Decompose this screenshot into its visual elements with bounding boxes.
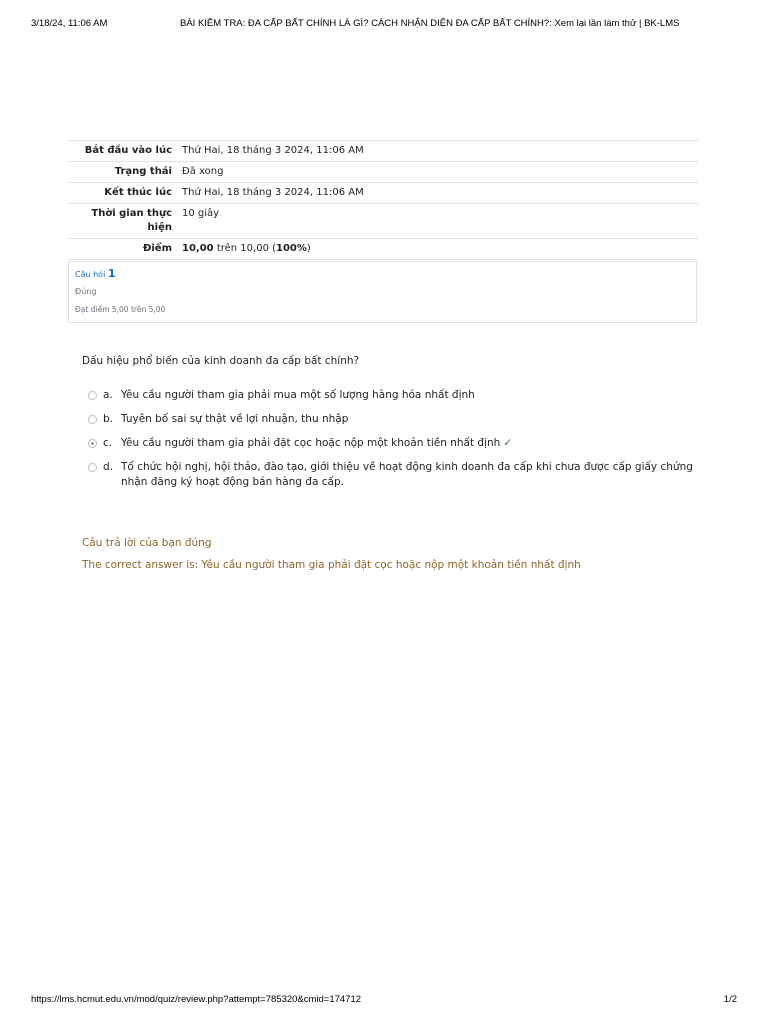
question-text: Dấu hiệu phổ biến của kinh doanh đa cấp bất chính? xyxy=(82,355,360,367)
feedback-right-answer: The correct answer is: Yêu cầu người tham gia phải đặt cọc hoặc nộp một khoản tiền nhất định xyxy=(82,559,581,571)
answer-text: Tổ chức hội nghị, hội thảo, đào tạo, giới thiệu về hoạt động kinh doanh đa cấp khi chưa được cấp giấy chứng nhận đăng ký hoạt động bán hàng đa cấp. xyxy=(121,461,693,488)
summary-value: Đã xong xyxy=(178,162,698,183)
question-grade: Đạt điểm 5,00 trên 5,00 xyxy=(75,305,166,314)
question-info-box xyxy=(68,261,697,323)
answer-text: Yêu cầu người tham gia phải mua một số lượng hàng hóa nhất định xyxy=(121,389,475,401)
answer-letter: d. xyxy=(103,461,114,473)
grade-score: 10,00 xyxy=(182,243,214,254)
feedback-box xyxy=(82,536,581,580)
answer-letter: b. xyxy=(103,413,114,425)
grade-percent: 100% xyxy=(276,243,307,254)
summary-value: Thứ Hai, 18 tháng 3 2024, 11:06 AM xyxy=(178,183,698,204)
print-date: 3/18/24, 11:06 AM xyxy=(31,18,108,29)
summary-grade-value xyxy=(178,239,698,260)
feedback-correct-message: Câu trả lời của bạn đúng xyxy=(82,537,212,549)
print-footer xyxy=(0,994,768,1008)
answer-letter: a. xyxy=(103,389,113,401)
answer-option-b[interactable] xyxy=(88,412,698,427)
summary-label: Trạng thái xyxy=(68,162,178,183)
answer-list xyxy=(88,388,698,499)
summary-row-grade xyxy=(68,239,698,260)
summary-row xyxy=(68,183,698,204)
radio-button-selected[interactable] xyxy=(88,439,97,448)
answer-option-a[interactable] xyxy=(88,388,698,403)
answer-text: Tuyên bố sai sự thật về lợi nhuận, thu nhập xyxy=(121,413,349,425)
question-prefix: Câu hỏi xyxy=(75,270,106,279)
radio-button[interactable] xyxy=(88,415,97,424)
print-page-title: BÀI KIỂM TRA: ĐA CẤP BẤT CHÍNH LÀ GÌ? CÁCH NHẬN DIỆN ĐA CẤP BẤT CHÍNH?: Xem lại lần làm thử | BK-LMS xyxy=(180,18,680,29)
summary-label: Kết thúc lúc xyxy=(68,183,178,204)
summary-row xyxy=(68,141,698,162)
question-number: 1 xyxy=(107,267,116,280)
question-state: Đúng xyxy=(75,287,97,296)
grade-close: ) xyxy=(306,243,311,254)
print-header xyxy=(0,18,768,32)
summary-row xyxy=(68,204,698,239)
answer-option-d[interactable] xyxy=(88,460,698,490)
print-url: https://lms.hcmut.edu.vn/mod/quiz/review.php?attempt=785320&cmid=174712 xyxy=(31,994,362,1005)
summary-row xyxy=(68,162,698,183)
answer-letter: c. xyxy=(103,437,113,449)
summary-label: Thời gian thực hiện xyxy=(68,204,178,239)
summary-label: Bắt đầu vào lúc xyxy=(68,141,178,162)
radio-button[interactable] xyxy=(88,391,97,400)
summary-value: 10 giây xyxy=(178,204,698,239)
attempt-summary-table xyxy=(68,140,698,260)
grade-out-of: trên 10,00 ( xyxy=(213,243,277,254)
radio-button[interactable] xyxy=(88,463,97,472)
print-page-number: 1/2 xyxy=(723,994,737,1005)
answer-option-c[interactable] xyxy=(88,436,698,451)
question-number-line xyxy=(75,267,690,282)
summary-label: Điểm xyxy=(68,239,178,260)
summary-value: Thứ Hai, 18 tháng 3 2024, 11:06 AM xyxy=(178,141,698,162)
checkmark-icon: ✓ xyxy=(503,437,513,449)
answer-text: Yêu cầu người tham gia phải đặt cọc hoặc nộp một khoản tiền nhất định xyxy=(121,437,501,449)
